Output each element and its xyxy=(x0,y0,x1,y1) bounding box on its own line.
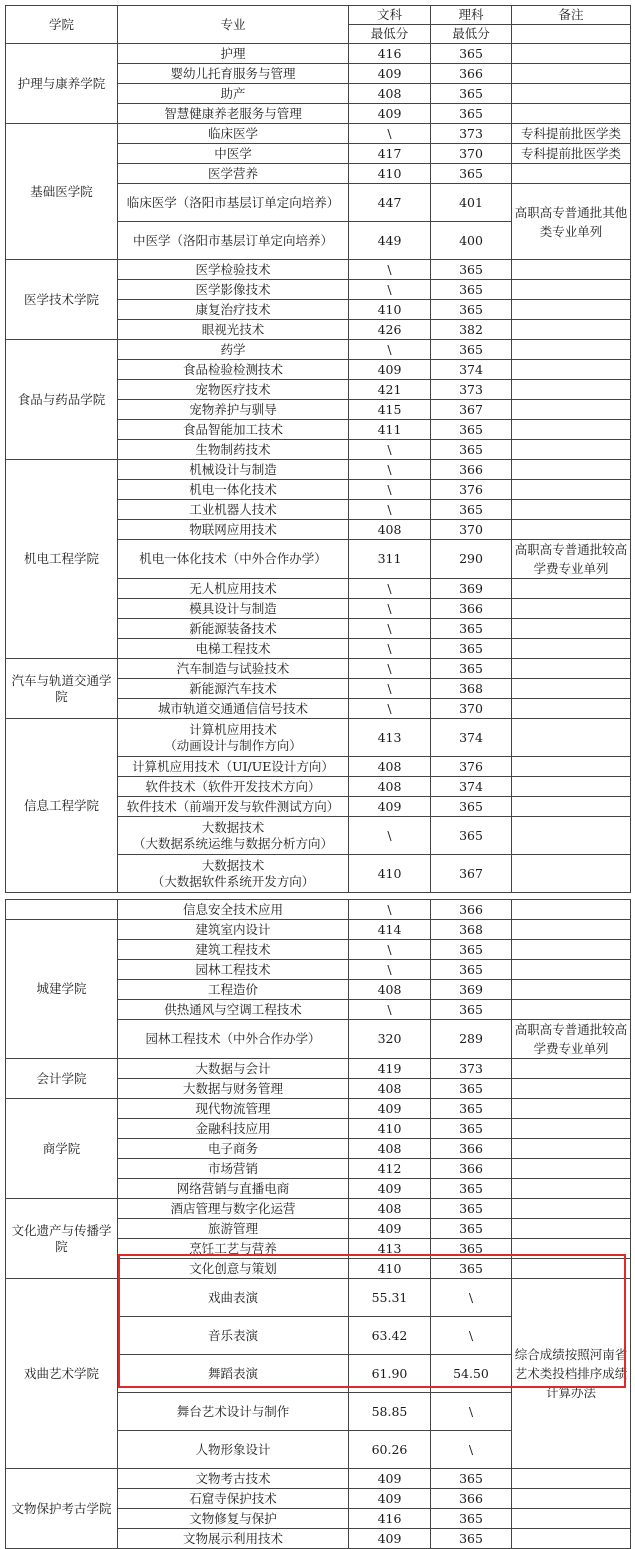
score-table-bottom xyxy=(5,899,631,1549)
remark-cell-empty xyxy=(512,619,631,639)
science-score-cell: 370 xyxy=(431,144,512,164)
major-cell: 信息安全技术应用 xyxy=(118,900,349,920)
science-score-cell: \ xyxy=(431,1317,512,1355)
major-cell: 康复治疗技术 xyxy=(118,300,349,320)
major-cell: 舞蹈表演 xyxy=(118,1355,349,1393)
major-cell: 城市轨道交通通信信号技术 xyxy=(118,699,349,719)
arts-score-cell: 408 xyxy=(349,980,431,1000)
major-cell: 医学检验技术 xyxy=(118,260,349,280)
science-score-cell: 365 xyxy=(431,1469,512,1489)
header-arts: 文科 xyxy=(349,6,431,25)
science-score-cell: 365 xyxy=(431,260,512,280)
major-cell: 食品检验检测技术 xyxy=(118,360,349,380)
table-row xyxy=(6,1059,631,1079)
remark-cell: 高职高专普通批较高学费专业单列 xyxy=(512,1020,631,1059)
major-cell: 酒店管理与数字化运营 xyxy=(118,1199,349,1219)
arts-score-cell: 410 xyxy=(349,300,431,320)
arts-score-cell: \ xyxy=(349,619,431,639)
science-score-cell: 366 xyxy=(431,64,512,84)
major-cell: 宠物养护与驯导 xyxy=(118,400,349,420)
header-remark-blank xyxy=(512,25,631,44)
table-row xyxy=(6,124,631,144)
arts-score-cell: 408 xyxy=(349,1139,431,1159)
table-row xyxy=(6,460,631,480)
major-cell: 模具设计与制造 xyxy=(118,599,349,619)
major-cell: 建筑室内设计 xyxy=(118,920,349,940)
major-cell: 工程造价 xyxy=(118,980,349,1000)
science-score-cell: 366 xyxy=(431,1139,512,1159)
science-score-cell: 365 xyxy=(431,1219,512,1239)
arts-score-cell: 447 xyxy=(349,184,431,222)
college-cell: 医学技术学院 xyxy=(6,260,118,340)
college-cell: 会计学院 xyxy=(6,1059,118,1099)
science-score-cell: 365 xyxy=(431,1119,512,1139)
major-cell: 物联网应用技术 xyxy=(118,520,349,540)
major-cell: 文化创意与策划 xyxy=(118,1259,349,1279)
major-cell: 软件技术（软件开发技术方向） xyxy=(118,777,349,797)
remark-cell-empty xyxy=(512,855,631,893)
science-score-cell: 54.50 xyxy=(431,1355,512,1393)
major-cell: 药学 xyxy=(118,340,349,360)
remark-cell-empty xyxy=(512,1239,631,1259)
arts-score-cell: 419 xyxy=(349,1059,431,1079)
major-cell: 电子商务 xyxy=(118,1139,349,1159)
remark-cell-empty xyxy=(512,300,631,320)
major-cell: 助产 xyxy=(118,84,349,104)
major-cell: 人物形象设计 xyxy=(118,1431,349,1469)
remark-cell-empty xyxy=(512,1139,631,1159)
arts-score-cell: 409 xyxy=(349,1469,431,1489)
remark-cell: 高职高专普通批较高学费专业单列 xyxy=(512,540,631,579)
major-cell: 智慧健康养老服务与管理 xyxy=(118,104,349,124)
remark-cell-empty xyxy=(512,64,631,84)
remark-cell-empty xyxy=(512,679,631,699)
remark-cell-empty xyxy=(512,980,631,1000)
arts-score-cell: \ xyxy=(349,440,431,460)
arts-score-cell: 409 xyxy=(349,104,431,124)
major-cell: 旅游管理 xyxy=(118,1219,349,1239)
science-score-cell: 373 xyxy=(431,124,512,144)
major-cell: 机械设计与制造 xyxy=(118,460,349,480)
table-row xyxy=(6,1279,631,1317)
arts-score-cell: \ xyxy=(349,340,431,360)
header-college: 学院 xyxy=(6,6,118,44)
table-row xyxy=(6,340,631,360)
major-cell: 宠物医疗技术 xyxy=(118,380,349,400)
remark-cell-empty xyxy=(512,699,631,719)
remark-cell-empty xyxy=(512,777,631,797)
science-score-cell: 290 xyxy=(431,540,512,579)
major-cell: 烹饪工艺与营养 xyxy=(118,1239,349,1259)
remark-cell-empty xyxy=(512,460,631,480)
science-score-cell: 365 xyxy=(431,940,512,960)
arts-score-cell: 408 xyxy=(349,84,431,104)
arts-score-cell: 409 xyxy=(349,1489,431,1509)
college-cell: 文化遗产与传播学院 xyxy=(6,1199,118,1279)
college-cell: 文物保护考古学院 xyxy=(6,1469,118,1549)
remark-cell-empty xyxy=(512,1099,631,1119)
arts-score-cell: 409 xyxy=(349,360,431,380)
major-cell: 生物制药技术 xyxy=(118,440,349,460)
remark-cell-empty xyxy=(512,320,631,340)
major-cell: 大数据与财务管理 xyxy=(118,1079,349,1099)
remark-cell-empty xyxy=(512,940,631,960)
science-score-cell: 365 xyxy=(431,1079,512,1099)
header-remark: 备注 xyxy=(512,6,631,25)
college-cell: 信息工程学院 xyxy=(6,719,118,893)
arts-score-cell: \ xyxy=(349,639,431,659)
arts-score-cell: \ xyxy=(349,599,431,619)
major-cell: 计算机应用技术（UI/UE设计方向） xyxy=(118,757,349,777)
arts-score-cell: 421 xyxy=(349,380,431,400)
college-cell: 城建学院 xyxy=(6,920,118,1059)
science-score-cell: 365 xyxy=(431,619,512,639)
arts-score-cell: 409 xyxy=(349,1179,431,1199)
remark-cell-empty xyxy=(512,757,631,777)
arts-score-cell: \ xyxy=(349,940,431,960)
arts-score-cell: 409 xyxy=(349,797,431,817)
major-cell: 大数据技术 （大数据软件系统开发方向） xyxy=(118,855,349,893)
arts-score-cell: 416 xyxy=(349,44,431,64)
college-cell: 戏曲艺术学院 xyxy=(6,1279,118,1469)
major-cell: 文物展示利用技术 xyxy=(118,1529,349,1549)
science-score-cell: 370 xyxy=(431,699,512,719)
remark-cell-empty xyxy=(512,719,631,757)
remark-cell-empty xyxy=(512,1079,631,1099)
remark-cell-empty xyxy=(512,280,631,300)
college-cell: 机电工程学院 xyxy=(6,460,118,659)
major-cell: 园林工程技术（中外合作办学） xyxy=(118,1020,349,1059)
remark-cell-empty xyxy=(512,1059,631,1079)
major-cell: 大数据技术 （大数据系统运维与数据分析方向） xyxy=(118,817,349,855)
remark-cell-empty xyxy=(512,639,631,659)
remark-cell: 专科提前批医学类 xyxy=(512,124,631,144)
remark-cell-empty xyxy=(512,1159,631,1179)
remark-cell-empty xyxy=(512,579,631,599)
arts-score-cell: 409 xyxy=(349,1529,431,1549)
science-score-cell: 365 xyxy=(431,280,512,300)
major-cell: 金融科技应用 xyxy=(118,1119,349,1139)
major-cell: 市场营销 xyxy=(118,1159,349,1179)
remark-cell-empty xyxy=(512,260,631,280)
science-score-cell: 365 xyxy=(431,340,512,360)
major-cell: 舞台艺术设计与制作 xyxy=(118,1393,349,1431)
major-cell: 眼视光技术 xyxy=(118,320,349,340)
remark-cell-empty xyxy=(512,599,631,619)
science-score-cell: 365 xyxy=(431,1199,512,1219)
arts-score-cell: 408 xyxy=(349,1079,431,1099)
science-score-cell: 374 xyxy=(431,719,512,757)
remark-cell-empty xyxy=(512,440,631,460)
science-score-cell: 374 xyxy=(431,360,512,380)
major-cell: 新能源汽车技术 xyxy=(118,679,349,699)
arts-score-cell: 55.31 xyxy=(349,1279,431,1317)
table-row xyxy=(6,920,631,940)
remark-cell-empty xyxy=(512,920,631,940)
major-cell: 医学营养 xyxy=(118,164,349,184)
major-cell: 计算机应用技术 （动画设计与制作方向） xyxy=(118,719,349,757)
arts-score-cell: \ xyxy=(349,500,431,520)
arts-score-cell: \ xyxy=(349,900,431,920)
major-cell: 汽车制造与试验技术 xyxy=(118,659,349,679)
table-row xyxy=(6,1199,631,1219)
major-cell: 音乐表演 xyxy=(118,1317,349,1355)
major-cell: 文物考古技术 xyxy=(118,1469,349,1489)
remark-cell-empty xyxy=(512,164,631,184)
science-score-cell: 369 xyxy=(431,579,512,599)
science-score-cell: 400 xyxy=(431,222,512,260)
arts-score-cell: 426 xyxy=(349,320,431,340)
arts-score-cell: 311 xyxy=(349,540,431,579)
arts-score-cell: \ xyxy=(349,480,431,500)
science-score-cell: 374 xyxy=(431,777,512,797)
science-score-cell: 365 xyxy=(431,500,512,520)
remark-cell-empty xyxy=(512,84,631,104)
arts-score-cell: 408 xyxy=(349,1199,431,1219)
science-score-cell: 365 xyxy=(431,1509,512,1529)
arts-score-cell: 412 xyxy=(349,1159,431,1179)
major-cell: 工业机器人技术 xyxy=(118,500,349,520)
arts-score-cell: 410 xyxy=(349,164,431,184)
science-score-cell: 365 xyxy=(431,44,512,64)
arts-score-cell: \ xyxy=(349,960,431,980)
arts-score-cell: 409 xyxy=(349,1219,431,1239)
remark-cell-empty xyxy=(512,360,631,380)
arts-score-cell: \ xyxy=(349,280,431,300)
arts-score-cell: 416 xyxy=(349,1509,431,1529)
science-score-cell: 369 xyxy=(431,980,512,1000)
major-cell: 护理 xyxy=(118,44,349,64)
major-cell: 石窟寺保护技术 xyxy=(118,1489,349,1509)
major-cell: 戏曲表演 xyxy=(118,1279,349,1317)
college-cell: 商学院 xyxy=(6,1099,118,1199)
science-score-cell: 365 xyxy=(431,300,512,320)
remark-cell-empty xyxy=(512,44,631,64)
remark-cell-empty xyxy=(512,1509,631,1529)
science-score-cell: 365 xyxy=(431,420,512,440)
table-row xyxy=(6,260,631,280)
science-score-cell: 401 xyxy=(431,184,512,222)
major-cell: 医学影像技术 xyxy=(118,280,349,300)
science-score-cell: 368 xyxy=(431,679,512,699)
science-score-cell: 365 xyxy=(431,1259,512,1279)
arts-score-cell: 413 xyxy=(349,1239,431,1259)
science-score-cell: 376 xyxy=(431,757,512,777)
remark-cell: 专科提前批医学类 xyxy=(512,144,631,164)
table-row xyxy=(6,1099,631,1119)
arts-score-cell: \ xyxy=(349,659,431,679)
science-score-cell: 373 xyxy=(431,380,512,400)
remark-cell-empty xyxy=(512,480,631,500)
table-row xyxy=(6,44,631,64)
arts-score-cell: 320 xyxy=(349,1020,431,1059)
remark-cell-empty xyxy=(512,380,631,400)
science-score-cell: 365 xyxy=(431,639,512,659)
header-major: 专业 xyxy=(118,6,349,44)
remark-cell-empty xyxy=(512,1119,631,1139)
remark-cell-empty xyxy=(512,1489,631,1509)
arts-score-cell: \ xyxy=(349,124,431,144)
arts-score-cell: 417 xyxy=(349,144,431,164)
science-score-cell: 368 xyxy=(431,920,512,940)
major-cell: 现代物流管理 xyxy=(118,1099,349,1119)
remark-cell-empty xyxy=(512,400,631,420)
remark-cell-empty xyxy=(512,1469,631,1489)
remark-cell-empty xyxy=(512,500,631,520)
science-score-cell: \ xyxy=(431,1431,512,1469)
score-table-top xyxy=(5,5,631,893)
arts-score-cell: 410 xyxy=(349,855,431,893)
arts-score-cell: 408 xyxy=(349,757,431,777)
remark-cell-empty xyxy=(512,420,631,440)
remark-cell: 高职高专普通批其他类专业单列 xyxy=(512,184,631,260)
college-cell: 汽车与轨道交通学院 xyxy=(6,659,118,719)
major-cell: 无人机应用技术 xyxy=(118,579,349,599)
remark-cell-empty xyxy=(512,340,631,360)
major-cell: 临床医学（洛阳市基层订单定向培养） xyxy=(118,184,349,222)
remark-cell: 综合成绩按照河南省艺术类投档排序成绩计算办法 xyxy=(512,1279,631,1469)
major-cell: 园林工程技术 xyxy=(118,960,349,980)
arts-score-cell: \ xyxy=(349,260,431,280)
arts-score-cell: 413 xyxy=(349,719,431,757)
arts-score-cell: \ xyxy=(349,699,431,719)
remark-cell-empty xyxy=(512,1199,631,1219)
arts-score-cell: 411 xyxy=(349,420,431,440)
remark-cell-empty xyxy=(512,817,631,855)
table-row xyxy=(6,719,631,757)
science-score-cell: 365 xyxy=(431,797,512,817)
science-score-cell: 365 xyxy=(431,1239,512,1259)
arts-score-cell: 410 xyxy=(349,1119,431,1139)
arts-score-cell: 410 xyxy=(349,1259,431,1279)
arts-score-cell: 408 xyxy=(349,777,431,797)
remark-cell-empty xyxy=(512,520,631,540)
science-score-cell: 289 xyxy=(431,1020,512,1059)
header-arts-min: 最低分 xyxy=(349,25,431,44)
major-cell: 中医学（洛阳市基层订单定向培养） xyxy=(118,222,349,260)
major-cell: 中医学 xyxy=(118,144,349,164)
science-score-cell: 366 xyxy=(431,599,512,619)
remark-cell-empty xyxy=(512,1529,631,1549)
science-score-cell: 376 xyxy=(431,480,512,500)
major-cell: 食品智能加工技术 xyxy=(118,420,349,440)
science-score-cell: 365 xyxy=(431,960,512,980)
arts-score-cell: 409 xyxy=(349,1099,431,1119)
college-cell: 基础医学院 xyxy=(6,124,118,260)
major-cell: 建筑工程技术 xyxy=(118,940,349,960)
science-score-cell: 366 xyxy=(431,1489,512,1509)
science-score-cell: \ xyxy=(431,1393,512,1431)
remark-cell-empty xyxy=(512,1259,631,1279)
header-science: 理科 xyxy=(431,6,512,25)
arts-score-cell: \ xyxy=(349,1000,431,1020)
arts-score-cell: \ xyxy=(349,460,431,480)
remark-cell-empty xyxy=(512,1000,631,1020)
science-score-cell: 365 xyxy=(431,659,512,679)
major-cell: 软件技术（前端开发与软件测试方向） xyxy=(118,797,349,817)
science-score-cell: 365 xyxy=(431,104,512,124)
science-score-cell: 365 xyxy=(431,1099,512,1119)
major-cell: 新能源装备技术 xyxy=(118,619,349,639)
remark-cell-empty xyxy=(512,900,631,920)
arts-score-cell: 58.85 xyxy=(349,1393,431,1431)
header-science-min: 最低分 xyxy=(431,25,512,44)
science-score-cell: 365 xyxy=(431,1000,512,1020)
remark-cell-empty xyxy=(512,960,631,980)
remark-cell-empty xyxy=(512,1219,631,1239)
table-row xyxy=(6,659,631,679)
major-cell: 机电一体化技术 xyxy=(118,480,349,500)
arts-score-cell: 409 xyxy=(349,64,431,84)
arts-score-cell: 415 xyxy=(349,400,431,420)
science-score-cell: 365 xyxy=(431,1529,512,1549)
science-score-cell: 382 xyxy=(431,320,512,340)
science-score-cell: 366 xyxy=(431,900,512,920)
remark-cell-empty xyxy=(512,797,631,817)
major-cell: 供热通风与空调工程技术 xyxy=(118,1000,349,1020)
college-cell xyxy=(6,900,118,920)
major-cell: 临床医学 xyxy=(118,124,349,144)
admission-score-sheet xyxy=(5,5,630,1549)
remark-cell-empty xyxy=(512,1179,631,1199)
major-cell: 婴幼儿托育服务与管理 xyxy=(118,64,349,84)
science-score-cell: \ xyxy=(431,1279,512,1317)
arts-score-cell: 60.26 xyxy=(349,1431,431,1469)
science-score-cell: 365 xyxy=(431,817,512,855)
major-cell: 机电一体化技术（中外合作办学） xyxy=(118,540,349,579)
major-cell: 文物修复与保护 xyxy=(118,1509,349,1529)
science-score-cell: 366 xyxy=(431,460,512,480)
science-score-cell: 365 xyxy=(431,1179,512,1199)
remark-cell-empty xyxy=(512,104,631,124)
science-score-cell: 367 xyxy=(431,400,512,420)
table-row xyxy=(6,900,631,920)
major-cell: 电梯工程技术 xyxy=(118,639,349,659)
science-score-cell: 365 xyxy=(431,440,512,460)
arts-score-cell: 408 xyxy=(349,520,431,540)
arts-score-cell: 414 xyxy=(349,920,431,940)
science-score-cell: 365 xyxy=(431,84,512,104)
major-cell: 网络营销与直播电商 xyxy=(118,1179,349,1199)
science-score-cell: 367 xyxy=(431,855,512,893)
arts-score-cell: 63.42 xyxy=(349,1317,431,1355)
science-score-cell: 366 xyxy=(431,1159,512,1179)
arts-score-cell: \ xyxy=(349,579,431,599)
arts-score-cell: 449 xyxy=(349,222,431,260)
college-cell: 护理与康养学院 xyxy=(6,44,118,124)
major-cell: 大数据与会计 xyxy=(118,1059,349,1079)
table-row xyxy=(6,1469,631,1489)
science-score-cell: 365 xyxy=(431,164,512,184)
arts-score-cell: 61.90 xyxy=(349,1355,431,1393)
science-score-cell: 370 xyxy=(431,520,512,540)
arts-score-cell: \ xyxy=(349,679,431,699)
college-cell: 食品与药品学院 xyxy=(6,340,118,460)
remark-cell-empty xyxy=(512,659,631,679)
arts-score-cell: \ xyxy=(349,817,431,855)
science-score-cell: 373 xyxy=(431,1059,512,1079)
